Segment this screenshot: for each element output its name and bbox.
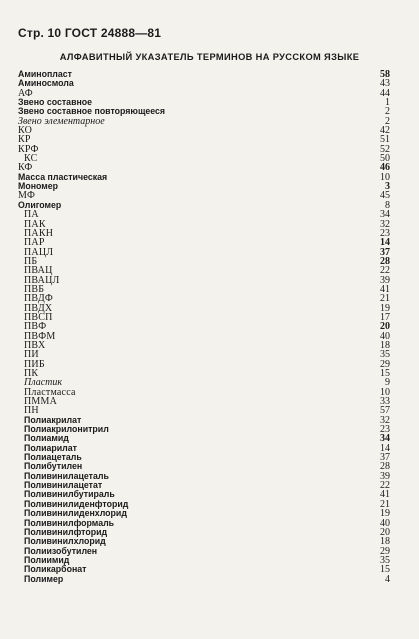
index-term: Аминосмола (18, 78, 74, 89)
index-entry (0, 79, 419, 88)
index-term: Полиамид (24, 433, 69, 444)
index-page-number: 15 (380, 368, 390, 379)
index-entry (0, 201, 419, 210)
index-term: ПВФМ (24, 330, 56, 342)
index-entry (0, 575, 419, 584)
index-page-number: 28 (380, 461, 390, 473)
index-entry (0, 173, 419, 182)
index-term: Мономер (18, 181, 59, 192)
index-entry (0, 276, 419, 285)
index-term: МФ (18, 190, 36, 202)
index-page-number: 10 (380, 386, 390, 398)
index-term: Звено элементарное (18, 115, 105, 127)
index-page-number: 44 (380, 87, 390, 99)
index-entry (0, 154, 419, 163)
index-term: Олигомер (18, 199, 62, 210)
index-term: Полиакрилат (24, 414, 82, 425)
index-term: Полиизобутилен (24, 545, 98, 556)
index-page-number: 22 (380, 265, 390, 277)
index-term: Полиарилат (24, 442, 77, 453)
index-page-number: 18 (380, 339, 390, 351)
index-term: ПВДХ (24, 302, 53, 314)
index-page-number: 14 (380, 237, 390, 249)
index-page-number: 51 (380, 134, 390, 146)
index-page-number: 19 (380, 508, 390, 520)
index-page-number: 57 (380, 405, 390, 417)
index-entry (0, 266, 419, 275)
index-page-number: 15 (380, 564, 390, 576)
index-page-number: 32 (380, 218, 390, 230)
index-page-number: 43 (380, 78, 390, 90)
index-page-number: 10 (380, 171, 390, 183)
index-entry (0, 126, 419, 135)
index-entry (0, 248, 419, 257)
index-page-number: 29 (380, 358, 390, 370)
index-term: Пластик (24, 377, 63, 389)
index-page-number: 41 (380, 283, 390, 295)
index-entry (0, 350, 419, 359)
index-term: ПВФ (24, 321, 47, 333)
index-entry (0, 117, 419, 126)
index-entry (0, 313, 419, 322)
index-page-number: 33 (380, 396, 390, 408)
index-entry (0, 388, 419, 397)
index-page-number: 58 (380, 69, 390, 80)
index-term: ПИ (24, 349, 39, 361)
index-page-number: 40 (380, 517, 390, 529)
index-page-number: 3 (385, 181, 390, 193)
index-page-number: 37 (380, 452, 390, 464)
index-entry (0, 257, 419, 266)
index-page-number: 20 (380, 526, 390, 538)
index-term: КО (18, 125, 33, 137)
index-entry (0, 304, 419, 313)
index-page-number: 29 (380, 545, 390, 557)
index-entry (0, 322, 419, 331)
index-term: Звено составное повторяющееся (18, 106, 166, 117)
index-page-number: 41 (380, 489, 390, 501)
index-page-number: 52 (380, 143, 390, 155)
index-title: АЛФАВИТНЫЙ УКАЗАТЕЛЬ ТЕРМИНОВ НА РУССКОМ ЯЗЫКЕ (59, 52, 360, 62)
index-term: ПАКН (24, 227, 54, 239)
index-page-number: 21 (380, 498, 390, 510)
index-term: ПН (24, 405, 39, 417)
index-term: ПАК (24, 218, 46, 230)
index-term: ПВАЦЛ (24, 274, 60, 286)
index-term: ПВАЦ (24, 265, 53, 277)
index-term: Поливинилацеталь (24, 470, 109, 481)
index-entry (0, 285, 419, 294)
index-term: АФ (18, 87, 33, 99)
index-entry (0, 397, 419, 406)
index-entry (0, 341, 419, 350)
index-entry (0, 182, 419, 191)
index-page-number: 14 (380, 442, 390, 454)
index-page-number: 34 (380, 209, 390, 221)
index-page-number: 39 (380, 470, 390, 482)
index-page-number: 35 (380, 554, 390, 566)
index-term: КРФ (18, 143, 39, 155)
index-term: Поливинилбутираль (24, 489, 115, 500)
index-entry (0, 220, 419, 229)
index-entry (0, 210, 419, 219)
index-page-number: 1 (385, 97, 390, 109)
index-page-number: 21 (380, 293, 390, 305)
index-page-number: 9 (385, 377, 390, 389)
index-term: ПВДФ (24, 293, 54, 305)
index-term: Поливинилиденхлорид (24, 508, 127, 519)
index-term: Поливинилфторид (24, 526, 108, 537)
index-entry (0, 229, 419, 238)
index-entry (0, 238, 419, 247)
index-term: ПИБ (24, 358, 45, 370)
index-page-number: 23 (380, 424, 390, 436)
index-page-number: 19 (380, 302, 390, 314)
running-head: Стр. 10 ГОСТ 24888—81 (18, 26, 162, 40)
index-entry (0, 360, 419, 369)
index-page-number: 22 (380, 480, 390, 492)
index-page-number: 40 (380, 330, 390, 342)
index-page-number: 20 (380, 321, 390, 333)
index-term: Полиимид (24, 554, 70, 565)
index-term: ПВСП (24, 311, 53, 323)
index-term: ПА (24, 209, 39, 221)
index-term: Аминопласт (18, 69, 72, 79)
index-term: Полибутилен (24, 461, 83, 472)
index-term: Поливинилхлорид (24, 536, 106, 547)
index-term: ПММА (24, 396, 58, 408)
index-page-number: 4 (385, 573, 390, 585)
index-term: Пластмасса (24, 386, 76, 398)
index-term: ПБ (24, 255, 38, 267)
index-page-number: 32 (380, 414, 390, 426)
index-entry (0, 332, 419, 341)
index-entry (0, 145, 419, 154)
index-page-number: 2 (385, 106, 390, 118)
index-term: Звено составное (18, 97, 93, 108)
index-term: Поливинилформаль (24, 517, 115, 528)
index-term: ПАР (24, 237, 45, 249)
index-page-number: 18 (380, 536, 390, 548)
index-entry (0, 294, 419, 303)
index-page-number: 23 (380, 227, 390, 239)
index-page-number: 35 (380, 349, 390, 361)
index-term: Масса пластическая (18, 171, 108, 182)
index-term: Полиакрилонитрил (24, 424, 109, 435)
index-term: Поливинилацетат (24, 480, 103, 491)
term-index (0, 70, 419, 584)
index-term: Полиацеталь (24, 452, 82, 463)
index-page-number: 50 (380, 153, 390, 165)
index-term: ПАЦЛ (24, 246, 54, 258)
index-entry (0, 191, 419, 200)
index-page-number: 42 (380, 125, 390, 137)
index-page-number: 28 (380, 255, 390, 267)
index-term: КФ (18, 162, 33, 174)
index-page-number: 8 (385, 199, 390, 211)
index-entry (0, 369, 419, 378)
index-term: КС (24, 153, 38, 165)
index-page-number: 37 (380, 246, 390, 258)
index-term: КР (18, 134, 31, 146)
index-page-number: 46 (380, 162, 390, 174)
index-page-number: 45 (380, 190, 390, 202)
index-term: Полимер (24, 573, 64, 584)
index-term: ПВБ (24, 283, 45, 295)
index-term: Поликарбонат (24, 564, 87, 575)
index-page-number: 17 (380, 311, 390, 323)
index-entry (0, 135, 419, 144)
index-term: ПК (24, 368, 39, 379)
index-page-number: 34 (380, 433, 390, 445)
index-page-number: 39 (380, 274, 390, 286)
index-term: ПВХ (24, 339, 46, 351)
index-term: Поливинилиденфторид (24, 498, 129, 509)
index-page-number: 2 (385, 115, 390, 127)
